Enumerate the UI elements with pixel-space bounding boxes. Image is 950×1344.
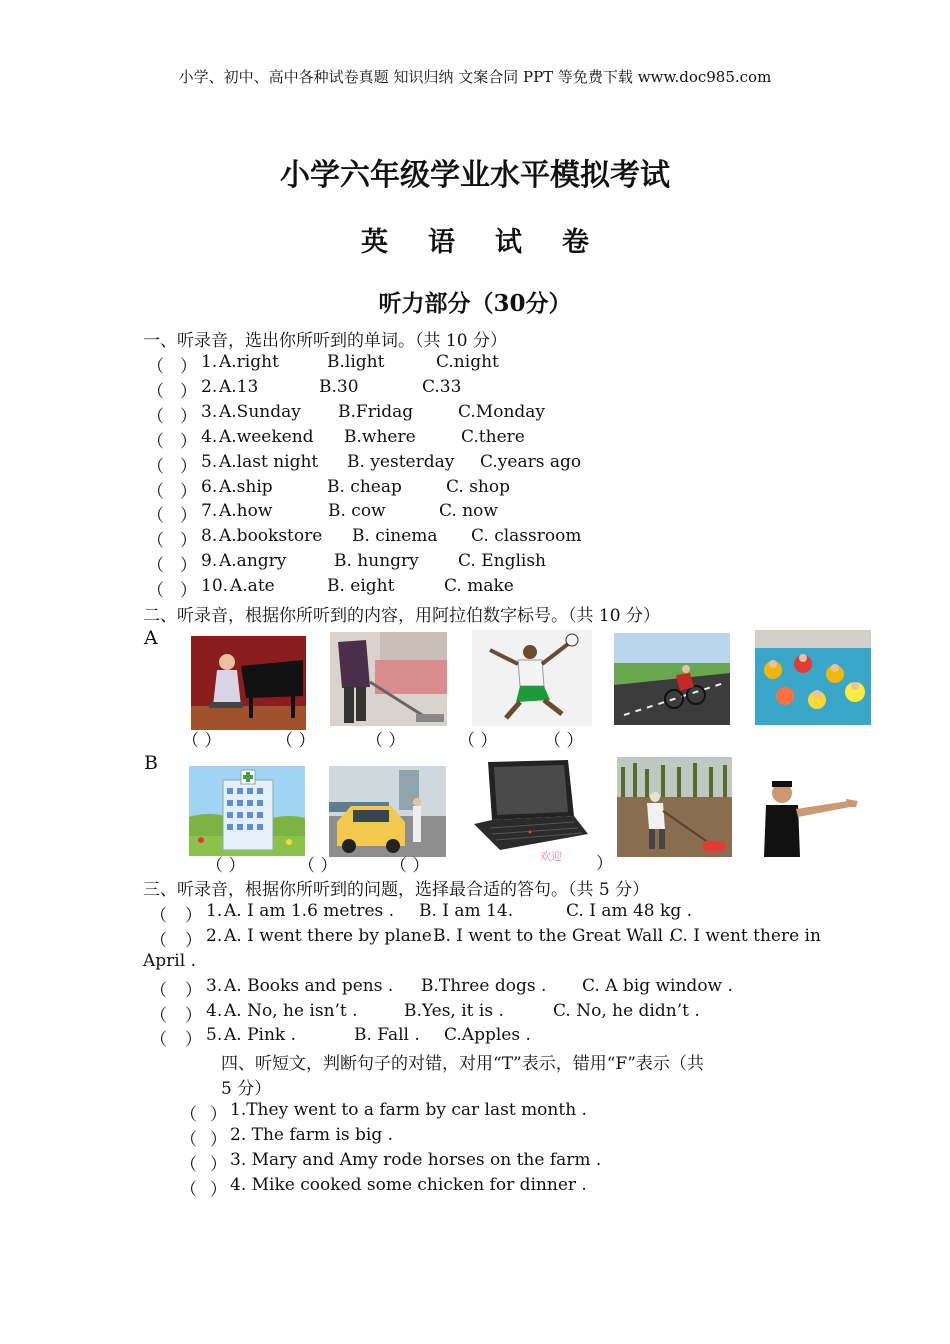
option-b: B. I am 14. [419,901,514,921]
answer-blank-b2[interactable]: （ ） [298,856,338,876]
option-b: B. Fall . [354,1025,420,1045]
answer-paren-open[interactable]: （ [147,456,164,477]
item-number: 5. [201,451,218,472]
option-a: A. I went there by plane . [224,926,443,946]
answer-paren-close[interactable]: ） [210,1180,227,1200]
hospital-cartoon [189,766,305,856]
answer-paren-open[interactable]: （ [150,981,167,1001]
exam-title: 小学六年级学业水平模拟考试 [280,158,670,193]
answer-paren-close[interactable]: ） [180,456,197,477]
option-b: B.where [344,426,416,447]
statement-text: 4. Mike cooked some chicken for dinner . [230,1175,587,1195]
item-number: 3. [201,401,218,422]
option-b: B. eight [327,576,395,597]
answer-paren-open[interactable]: （ [147,481,164,502]
option-b: B.30 [319,376,359,397]
option-b: B.Fridag [338,401,414,422]
option-c: C. A big window . [582,976,733,996]
answer-paren-close[interactable]: ） [210,1105,227,1125]
answer-blank-a4[interactable]: （ ） [458,731,498,751]
option-b: B. I went to the Great Wall . [433,926,674,946]
row-a-label: A [144,627,158,649]
answer-paren-close[interactable]: ） [180,506,197,527]
option-b: B.Three dogs . [421,976,547,996]
answer-paren-close[interactable]: ） [210,1130,227,1150]
option-a: A.right [219,352,279,372]
exam-subject: 英语试卷 [361,227,629,258]
answer-paren-open[interactable]: （ [147,506,164,527]
option-a: A.bookstore [219,526,323,547]
item-number: 4. [201,426,218,447]
answer-paren-open[interactable]: （ [147,431,164,452]
mopping-floor-photo [330,632,447,726]
option-c: C. make [444,576,514,597]
statement-text: 2. The farm is big . [230,1125,394,1145]
laptop-photo [470,758,592,858]
answer-paren-open[interactable]: （ [150,906,167,926]
answer-paren-open[interactable]: （ [150,1006,167,1026]
answer-paren-open[interactable]: （ [147,357,164,377]
option-c: C.there [461,426,525,447]
decorative-stamp: 欢迎 [540,850,562,863]
item-number: 10. [201,576,229,597]
statement-text: 3. Mary and Amy rode horses on the farm . [230,1150,602,1170]
section4-heading-cont: 5 分） [221,1079,272,1099]
option-c: C. I went there in [670,926,821,946]
option-c: C. I am 48 kg . [566,901,693,921]
answer-paren-close[interactable]: ） [185,1030,202,1050]
answer-paren-close[interactable]: ） [185,906,202,926]
option-c: C.night [436,352,499,372]
answer-blank-b3[interactable]: （ ） [390,856,430,876]
option-c: C.Monday [458,401,546,422]
answer-paren-close[interactable]: ） [180,381,197,402]
option-b: B.Yes, it is . [404,1001,504,1021]
option-a: A.weekend [219,426,314,447]
item-number: 7. [201,501,218,522]
item-number: 4. [206,1001,223,1021]
option-b: B. cheap [327,476,402,497]
badminton-photo [472,630,592,726]
option-b: B.light [327,352,385,372]
item-number: 1. [206,901,223,921]
swimming-pool-photo [755,630,871,725]
option-a: A.ship [219,476,273,497]
option-b: B. yesterday [347,451,455,472]
option-a: A. Books and pens . [224,976,394,996]
answer-paren-open[interactable]: （ [150,931,167,951]
answer-paren-close[interactable]: ） [180,481,197,502]
listening-part-title: 听力部分（30分） [378,290,572,317]
option-b: B. hungry [334,551,419,572]
answer-blank-b4-close[interactable]: ） [596,854,613,874]
option-c: C. shop [446,476,510,497]
option-c: C.Apples . [444,1025,531,1045]
answer-paren-open[interactable]: （ [180,1105,197,1125]
option-c: C. now [439,501,498,522]
option-b: B. cinema [352,526,438,547]
answer-paren-close[interactable]: ） [185,981,202,1001]
answer-blank-a3[interactable]: （ ） [366,731,406,751]
item-number: 6. [201,476,218,497]
piano-girl-photo [191,636,306,730]
answer-paren-close[interactable]: ） [180,431,197,452]
answer-paren-open[interactable]: （ [180,1130,197,1150]
site-header: 小学、初中、高中各种试卷真题 知识归纳 文案合同 PPT 等免费下载 www.doc985.com [178,68,772,86]
section1-heading: 一、听录音，选出你所听到的单词。（共 10 分） [143,331,507,351]
answer-paren-open[interactable]: （ [180,1180,197,1200]
section3-heading: 三、听录音，根据你所听到的问题，选择最合适的答句。（共 5 分） [143,880,650,900]
item-number: 3. [206,976,223,996]
option-a: A.how [219,501,273,522]
answer-paren-open[interactable]: （ [147,556,164,577]
item-number: 9. [201,551,218,572]
answer-paren-close[interactable]: ） [180,406,197,427]
item-number: 1. [201,352,218,372]
option-c: C. English [458,551,546,572]
answer-blank-a1[interactable]: （ ） [182,731,222,751]
answer-paren-close[interactable]: ） [180,357,197,377]
answer-blank-a2[interactable]: （ ） [276,731,316,751]
option-a: A.13 [219,376,259,397]
cycling-photo [614,633,730,725]
answer-paren-close[interactable]: ） [180,531,197,552]
answer-paren-open[interactable]: （ [150,1030,167,1050]
option-a: A.last night [219,451,319,472]
option-a: A.ate [230,576,275,597]
statement-text: 1.They went to a farm by car last month . [230,1100,587,1120]
section4-heading: 四、听短文，判断句子的对错，对用“T”表示，错用“F”表示（共 [221,1054,704,1074]
item-number: 2. [201,376,218,397]
option-c: C.years ago [480,451,582,472]
farmer-hoeing-photo [617,757,732,857]
answer-paren-close[interactable]: ） [185,1006,202,1026]
option-a: A. I am 1.6 metres . [224,901,395,921]
section3-item2-continuation: April . [143,951,196,971]
section2-heading: 二、听录音，根据你所听到的内容，用阿拉伯数字标号。（共 10 分） [143,606,660,626]
option-a: A.angry [219,551,287,572]
option-c: C. classroom [471,526,582,547]
option-a: A. Pink . [224,1025,297,1045]
option-a: A. No, he isn’t . [224,1001,358,1021]
answer-paren-open[interactable]: （ [147,531,164,552]
answer-blank-a5[interactable]: （ ） [544,731,584,751]
taxi-photo [329,766,446,857]
answer-blank-b1[interactable]: （ ） [206,856,246,876]
answer-paren-close[interactable]: ） [180,556,197,577]
option-b: B. cow [328,501,386,522]
item-number: 2. [206,926,223,946]
option-c: C.33 [422,376,462,397]
option-a: A.Sunday [219,401,301,422]
item-number: 5. [206,1025,223,1045]
answer-paren-open[interactable]: （ [180,1155,197,1175]
answer-paren-open[interactable]: （ [147,381,164,402]
row-b-label: B [144,752,158,774]
item-number: 8. [201,526,218,547]
answer-paren-open[interactable]: （ [147,406,164,427]
answer-paren-close[interactable]: ） [180,581,197,602]
pointing-man-photo [760,757,872,857]
answer-paren-open[interactable]: （ [147,581,164,602]
answer-paren-close[interactable]: ） [185,931,202,951]
option-c: C. No, he didn’t . [553,1001,700,1021]
answer-paren-close[interactable]: ） [210,1155,227,1175]
